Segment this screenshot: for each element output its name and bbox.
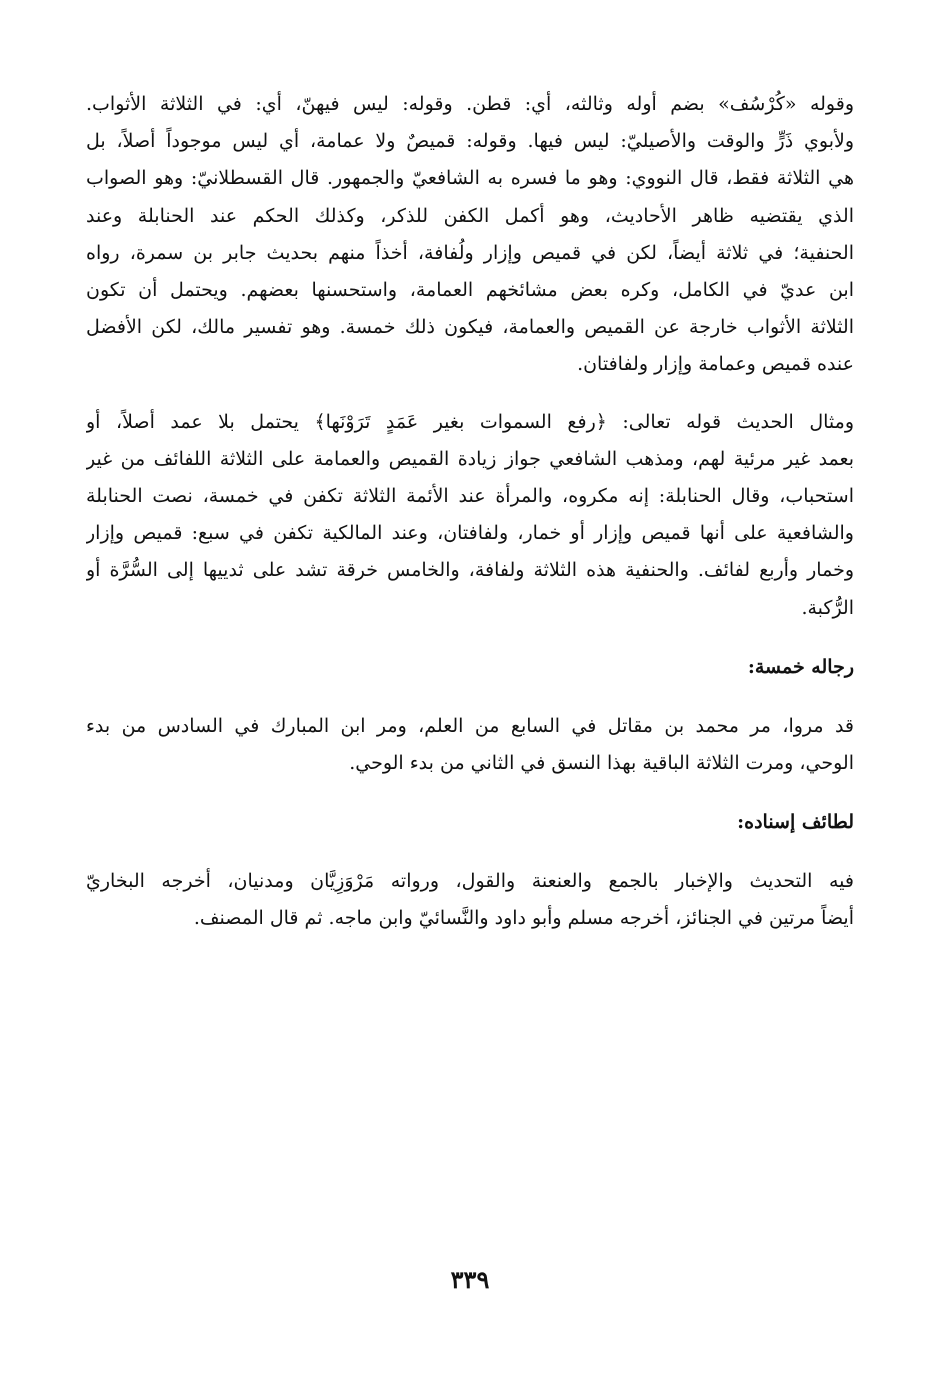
text-line: ومثال الحديث قوله تعالى: ﴿رفع السموات بغير عَمَدٍ تَرَوْنَها﴾ يحتمل بلا عمد أصلاً، أو [86, 410, 854, 433]
paragraph-narrators [86, 708, 854, 782]
spacer [86, 384, 854, 404]
text-line: استحباب، وقال الحنابلة: إنه مكروه، والمرأة عند الأئمة الثلاثة تكفن في خمسة، نصت الحنابلة [86, 485, 854, 508]
text-line: ولأبوي ذَرٍّ والوقت والأصيليّ: ليس فيها. وقوله: قميصٌ ولا عمامة، أي ليس موجوداً أصلاً، بل [86, 130, 854, 153]
text-line: بعمد غير مرئية لهم، ومذهب الشافعي جواز زيادة القميص والعمامة على الثلاثة اللفائف من غير [86, 447, 854, 470]
spacer [86, 782, 854, 804]
text-line: هي الثلاثة فقط، قال النووي: وهو ما فسره به الشافعيّ والجمهور. قال القسطلانيّ: وهو الصواب [86, 167, 854, 190]
text-line: عنده قميص وعمامة وإزار ولفافتان. [577, 353, 854, 376]
text-line: وقوله «كُرْسُف» بضم أوله وثالثه، أي: قطن. وقوله: ليس فيهنّ، أي: في الثلاثة الأثواب. [86, 93, 854, 115]
section-heading-isnad-subtleties: لطائف إسناده: [737, 811, 854, 834]
text-line: الوحي، ومرت الثلاثة الباقية بهذا النسق في الثاني من بدء الوحي. [349, 752, 854, 775]
text-line: وخمار وأربع لفائف. والحنفية هذه الثلاثة ولفافة، والخامس خرقة تشد على ثدييها إلى السُّرَّة أو [86, 559, 854, 582]
text-line: الحنفية؛ في ثلاثة أيضاً، لكن في قميص وإزار ولُفافة، أخذاً منهم بحديث جابر بن سمرة، رواه [86, 241, 854, 264]
spacer [86, 686, 854, 708]
paragraph-isnad-subtleties [86, 863, 854, 937]
section-heading-narrators: رجاله خمسة: [747, 655, 854, 678]
paragraph-kursuf-explanation [86, 86, 854, 384]
text-line: والشافعية على أنها قميص وإزار أو خمار، ولفافتان، وعند المالكية تكفن في سبع: قميص وإزار [86, 522, 854, 545]
text-line: الرُّكبة. [801, 596, 854, 619]
spacer [86, 841, 854, 863]
text-line: قد مروا، مر محمد بن مقاتل في السابع من العلم، ومر ابن المبارك في السادس من بدء [86, 714, 854, 737]
text-line: أيضاً مرتين في الجنائز، أخرجه مسلم وأبو داود والنَّسائيّ وابن ماجه. ثم قال المصنف. [193, 907, 854, 930]
text-line: فيه التحديث والإخبار بالجمع والعنعنة والقول، ورواته مَرْوَزِيَّان ومدنيان، أخرجه البخاريّ [86, 870, 854, 893]
text-line: الذي يقتضيه ظاهر الأحاديث، وهو أكمل الكفن للذكر، وكذلك الحكم عند الحنابلة وعند [86, 204, 854, 227]
text-line: ابن عديّ في الكامل، وكره بعض مشائخهم العمامة، واستحسنها بعضهم. ويحتمل أن تكون [86, 279, 854, 302]
spacer [86, 627, 854, 649]
page-number: ٣٣٩ [450, 1265, 490, 1294]
text-line: الثلاثة الأثواب خارجة عن القميص والعمامة، فيكون ذلك خمسة. وهو تفسير مالك، لكن الأفضل [86, 316, 854, 339]
paragraph-hadith-example [86, 404, 854, 627]
